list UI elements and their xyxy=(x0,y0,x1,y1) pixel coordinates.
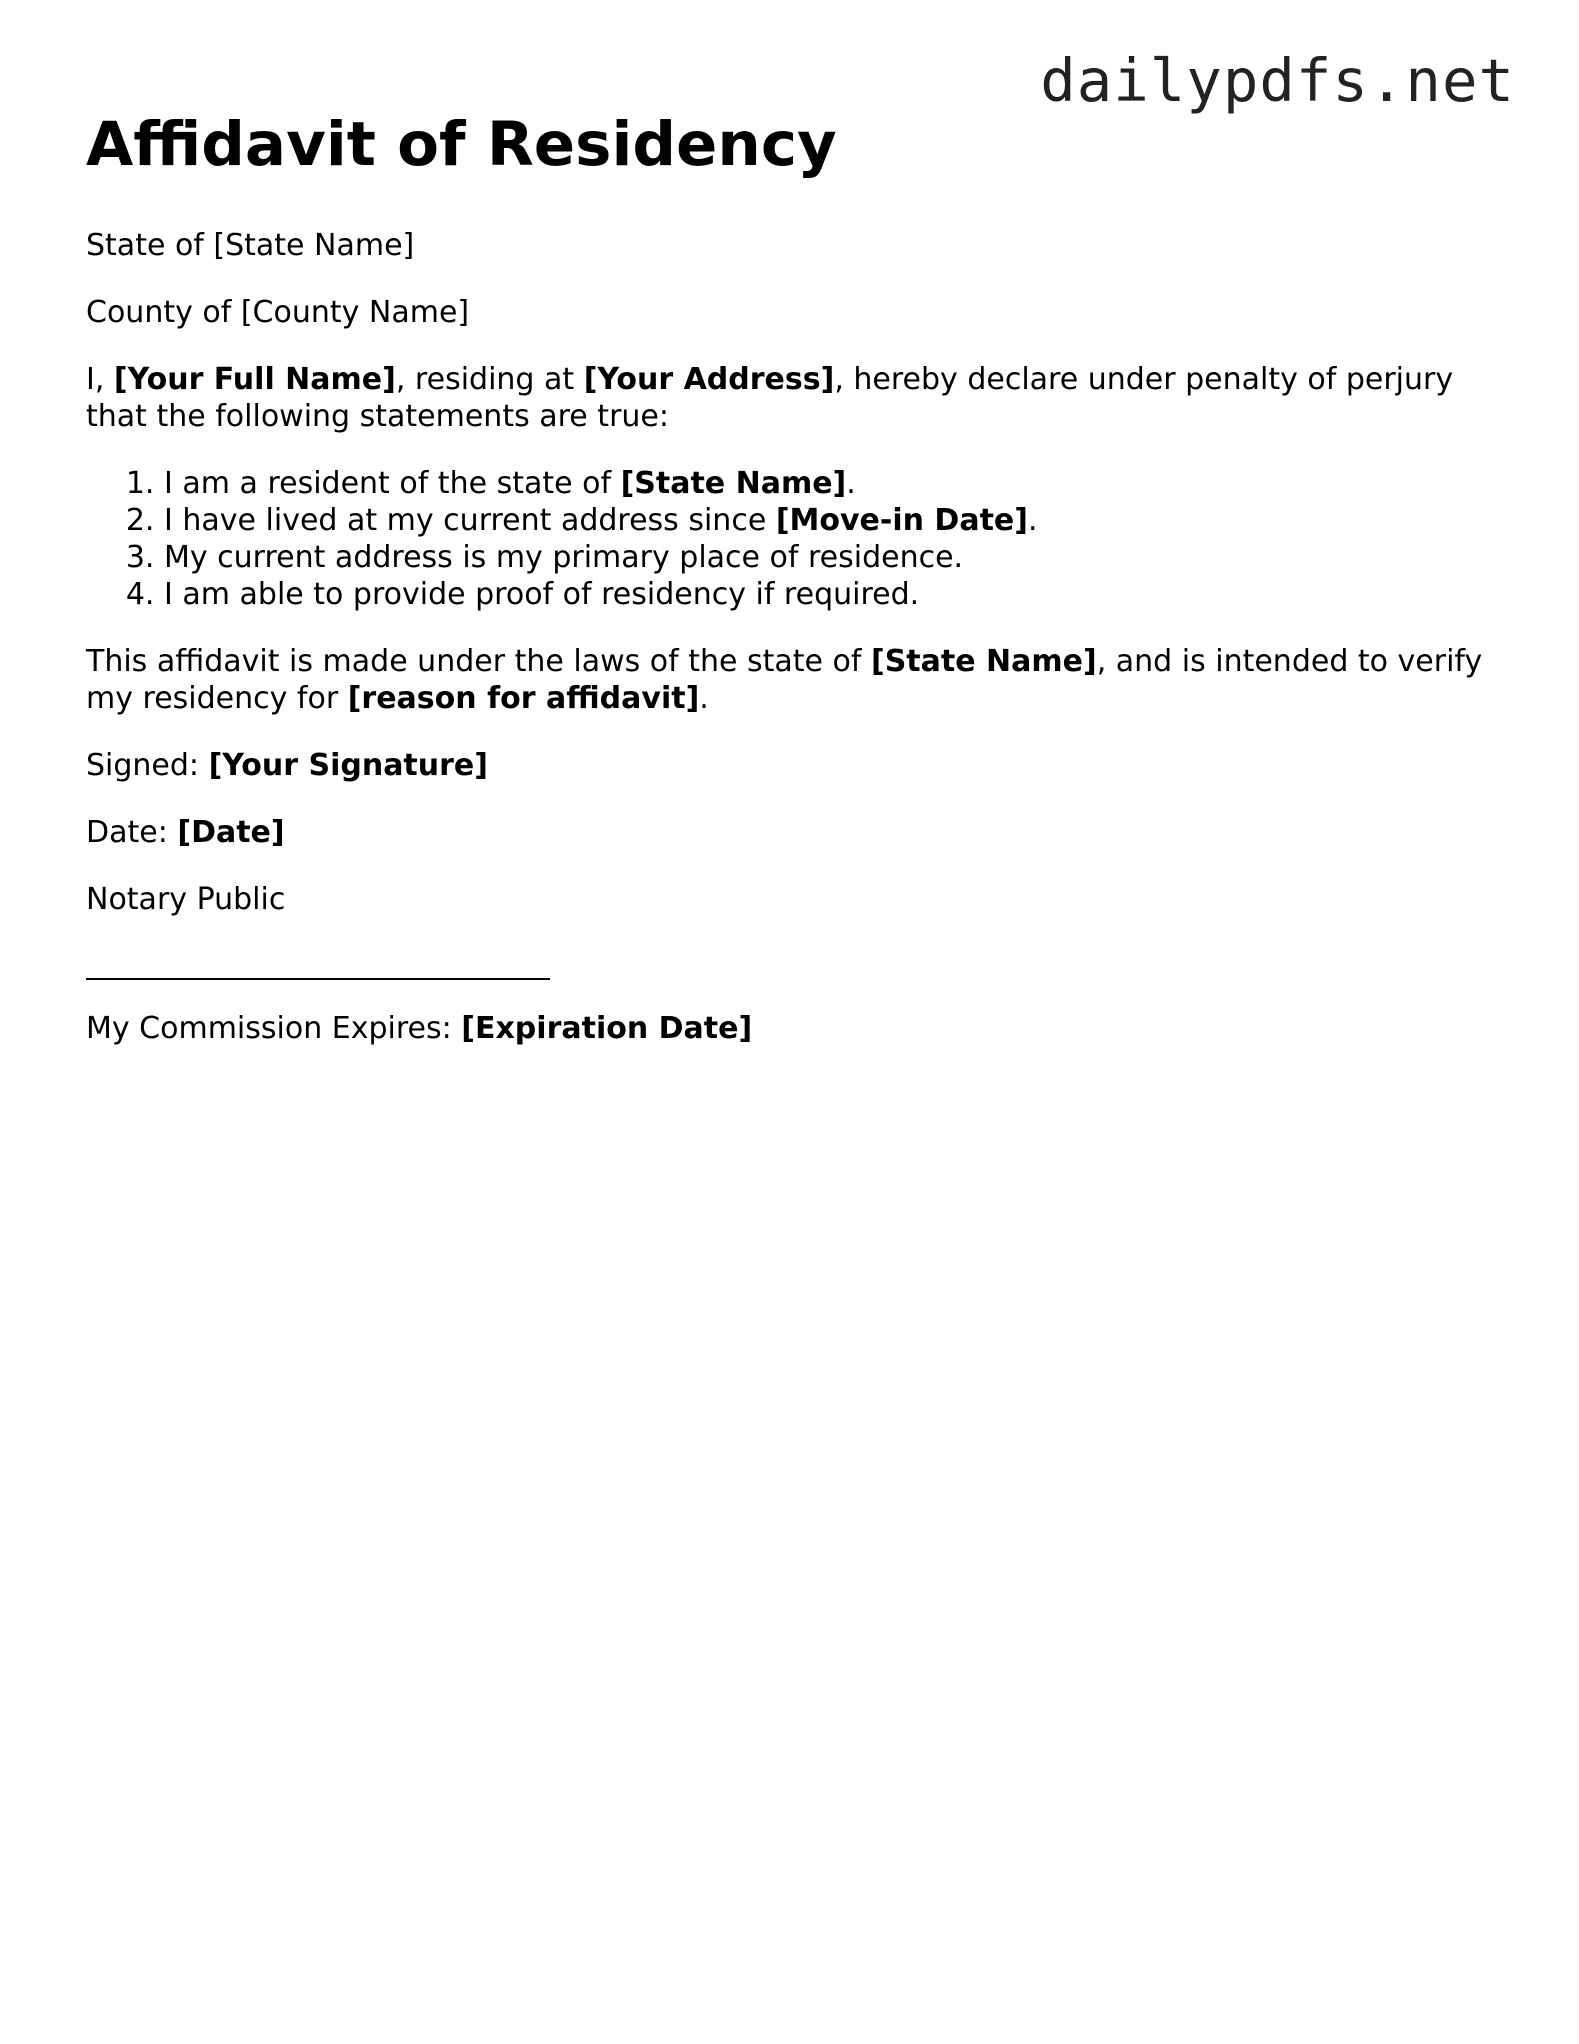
declaration-middle: , residing at xyxy=(395,362,584,398)
commission-label: My Commission Expires: xyxy=(86,1011,462,1047)
list-item xyxy=(164,539,1486,576)
document-page xyxy=(86,108,1486,1077)
statement-text: I am able to provide proof of residency if required. xyxy=(164,577,920,613)
statement-end: . xyxy=(846,466,856,502)
state-line: State of [State Name] xyxy=(86,228,415,264)
signed-label: Signed: xyxy=(86,748,209,784)
law-paragraph xyxy=(86,643,1486,717)
declaration-prefix: I, xyxy=(86,362,114,398)
notary-label: Notary Public xyxy=(86,882,286,918)
commission-line xyxy=(86,1010,1486,1047)
list-item xyxy=(164,576,1486,613)
statement-text: I have lived at my current address since xyxy=(164,503,776,539)
statement-placeholder: [Move-in Date] xyxy=(775,503,1028,539)
list-item xyxy=(164,465,1486,502)
statement-placeholder: [State Name] xyxy=(620,466,847,502)
signed-line xyxy=(86,747,1486,784)
declaration-suffix: , hereby declare under penalty of perjury that the following statements are true: xyxy=(86,362,1454,435)
statement-end: . xyxy=(1027,503,1038,539)
law-prefix: This affidavit is made under the laws of the state of xyxy=(86,644,871,680)
declarant-address-placeholder: [Your Address] xyxy=(583,362,835,398)
law-state-placeholder: [State Name] xyxy=(870,644,1097,680)
county-line: County of [County Name] xyxy=(86,295,470,331)
law-middle: , and is intended to verify my residency for xyxy=(86,644,1483,717)
document-title: Affidavit of Residency xyxy=(86,109,837,180)
date-line xyxy=(86,814,1486,851)
law-suffix: . xyxy=(699,681,709,717)
reason-placeholder: [reason for affidavit] xyxy=(347,681,700,717)
declarant-name-placeholder: [Your Full Name] xyxy=(113,362,396,398)
date-label: Date: xyxy=(86,815,178,851)
statement-text: My current address is my primary place of residence. xyxy=(164,540,964,576)
statement-text: I am a resident of the state of xyxy=(164,466,621,502)
watermark-text: dailypdfs.net xyxy=(1040,46,1515,115)
declaration-paragraph xyxy=(86,361,1486,435)
list-item xyxy=(164,502,1486,539)
date-placeholder: [Date] xyxy=(177,815,285,851)
expiration-date-placeholder: [Expiration Date] xyxy=(461,1011,753,1047)
statements-list xyxy=(86,465,1486,613)
notary-signature-line xyxy=(86,948,550,980)
signature-placeholder: [Your Signature] xyxy=(208,748,488,784)
